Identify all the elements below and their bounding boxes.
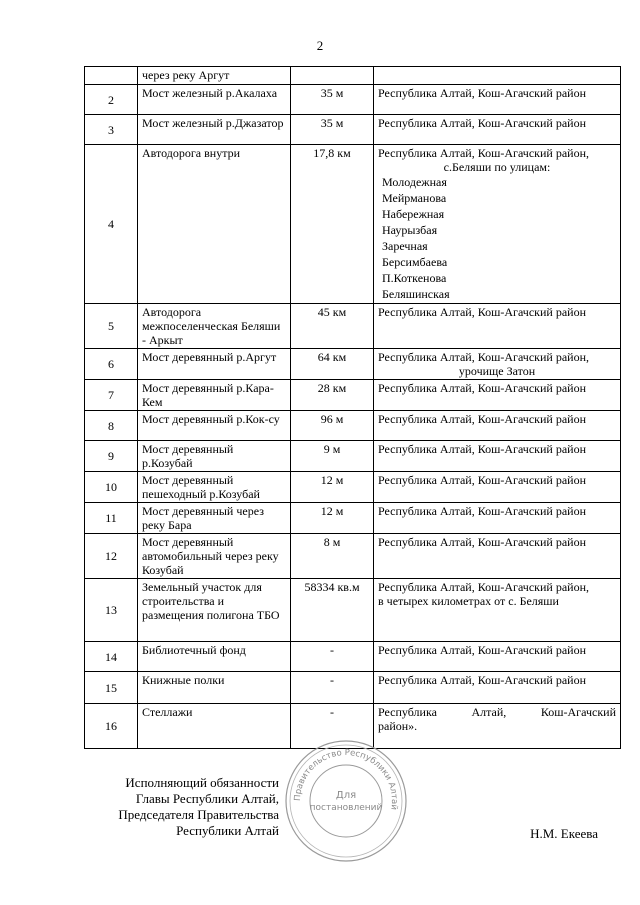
street-name: П.Коткенова	[382, 271, 447, 285]
row-number: 3	[85, 115, 138, 145]
table-row	[85, 441, 621, 472]
property-name: Библиотечный фонд	[138, 642, 291, 672]
property-size: 12 м	[291, 472, 374, 503]
row-number: 11	[85, 503, 138, 534]
row-number: 9	[85, 441, 138, 472]
property-size: 8 м	[291, 534, 374, 579]
table-row	[85, 85, 621, 115]
property-size: -	[291, 642, 374, 672]
signature-line-1: Исполняющий обязанности	[125, 775, 279, 790]
property-size: 17,8 км	[291, 145, 374, 304]
property-size: -	[291, 672, 374, 704]
location-line: Республика Алтай, Кош-Агачский район	[378, 412, 586, 426]
row-number	[85, 67, 138, 85]
property-location	[374, 672, 621, 704]
row-number: 6	[85, 349, 138, 380]
property-location	[374, 145, 621, 304]
location-line: Республика Алтай, Кош-Агачский район,	[378, 146, 589, 160]
location-line: Республика Алтай, Кош-Агачский район	[378, 86, 586, 100]
property-location	[374, 704, 621, 749]
location-line-2: район».	[378, 719, 418, 733]
row-number: 2	[85, 85, 138, 115]
location-line	[378, 705, 616, 719]
table-row	[85, 503, 621, 534]
signature-block	[84, 775, 279, 839]
row-number: 13	[85, 579, 138, 642]
property-size: 35 м	[291, 115, 374, 145]
row-number: 4	[85, 145, 138, 304]
property-size: 58334 кв.м	[291, 579, 374, 642]
property-name: через реку Аргут	[138, 67, 291, 85]
property-size: 64 км	[291, 349, 374, 380]
property-size: 28 км	[291, 380, 374, 411]
property-location	[374, 411, 621, 441]
table-row	[85, 380, 621, 411]
street-name: Набережная	[382, 207, 445, 221]
property-size: 45 км	[291, 304, 374, 349]
property-size	[291, 67, 374, 85]
property-location	[374, 85, 621, 115]
property-size: 9 м	[291, 441, 374, 472]
property-location	[374, 534, 621, 579]
signature-line-2: Главы Республики Алтай,	[135, 791, 279, 806]
table-row	[85, 534, 621, 579]
street-name: Наурызбая	[382, 223, 438, 237]
location-line: Республика Алтай, Кош-Агачский район,	[378, 580, 589, 594]
property-location	[374, 472, 621, 503]
location-line: Республика Алтай, Кош-Агачский район	[378, 535, 586, 549]
row-number: 8	[85, 411, 138, 441]
table-row	[85, 304, 621, 349]
page-number: 2	[316, 38, 324, 53]
property-size: 96 м	[291, 411, 374, 441]
property-location	[374, 441, 621, 472]
table-row	[85, 672, 621, 704]
property-location	[374, 380, 621, 411]
street-name: Заречная	[382, 239, 428, 253]
official-seal	[283, 738, 409, 864]
table-row	[85, 67, 621, 85]
location-line-2: урочище Затон	[458, 364, 536, 378]
property-name: Земельный участок для строительства и размещения полигона ТБО	[138, 579, 291, 642]
row-number: 12	[85, 534, 138, 579]
signature-line-4: Республики Алтай	[176, 823, 279, 838]
location-line: Республика Алтай, Кош-Агачский район	[378, 305, 586, 319]
location-line: Республика Алтай, Кош-Агачский район	[378, 643, 586, 657]
property-location	[374, 349, 621, 380]
property-name: Мост железный р.Акалаха	[138, 85, 291, 115]
svg-text:Для: Для	[335, 790, 357, 801]
location-line: Республика Алтай, Кош-Агачский район	[378, 504, 586, 518]
property-table	[84, 66, 621, 749]
table-row	[85, 579, 621, 642]
row-number: 16	[85, 704, 138, 749]
location-line: Республика Алтай, Кош-Агачский район	[378, 673, 586, 687]
street-name: Мейрманова	[382, 191, 447, 205]
property-location	[374, 304, 621, 349]
location-word: Кош-Агачский	[540, 705, 616, 719]
property-name: Мост деревянный через реку Бара	[138, 503, 291, 534]
property-name: Книжные полки	[138, 672, 291, 704]
location-line: Республика Алтай, Кош-Агачский район	[378, 116, 586, 130]
property-location	[374, 503, 621, 534]
table-row	[85, 411, 621, 441]
property-location	[374, 579, 621, 642]
property-name: Мост деревянный р.Кок-су	[138, 411, 291, 441]
signature-line-3: Председателя Правительства	[118, 807, 279, 822]
signatory-name: Н.М. Екеева	[530, 826, 598, 841]
street-name: Молодежная	[382, 175, 447, 189]
table-row	[85, 472, 621, 503]
location-line-2: с.Беляши по улицам:	[443, 160, 551, 174]
location-line: Республика Алтай, Кош-Агачский район	[378, 442, 586, 456]
svg-text:Правительство Республики Алтай: Правительство Республики Алтай	[292, 747, 400, 811]
row-number: 7	[85, 380, 138, 411]
property-name: Мост деревянный р.Аргут	[138, 349, 291, 380]
row-number: 14	[85, 642, 138, 672]
row-number: 15	[85, 672, 138, 704]
property-name: Мост деревянный автомобильный через реку Козубай	[138, 534, 291, 579]
property-size: -	[291, 704, 374, 749]
street-name: Берсимбаева	[382, 255, 448, 269]
property-location	[374, 67, 621, 85]
property-size: 12 м	[291, 503, 374, 534]
table-row	[85, 145, 621, 304]
property-location	[374, 115, 621, 145]
property-name: Автодорога внутри	[138, 145, 291, 304]
property-location	[374, 642, 621, 672]
row-number: 10	[85, 472, 138, 503]
location-word: Алтай,	[471, 705, 507, 719]
property-name: Мост железный р.Джазатор	[138, 115, 291, 145]
location-line: Республика Алтай, Кош-Агачский район	[378, 381, 586, 395]
street-list	[378, 174, 616, 302]
table-row	[85, 115, 621, 145]
property-name: Стеллажи	[138, 704, 291, 749]
street-name: Беляшинская	[382, 287, 450, 301]
property-name: Мост деревянный пешеходный р.Козубай	[138, 472, 291, 503]
location-word: Республика	[378, 705, 437, 719]
location-line: Республика Алтай, Кош-Агачский район,	[378, 350, 589, 364]
table-row	[85, 349, 621, 380]
property-size: 35 м	[291, 85, 374, 115]
location-line-2: в четырех километрах от с. Беляши	[378, 594, 559, 608]
svg-text:постановлений: постановлений	[309, 803, 383, 813]
table-row	[85, 642, 621, 672]
row-number: 5	[85, 304, 138, 349]
location-line: Республика Алтай, Кош-Агачский район	[378, 473, 586, 487]
property-name: Мост деревянный р.Кара-Кем	[138, 380, 291, 411]
property-name: Мост деревянный р.Козубай	[138, 441, 291, 472]
property-name: Автодорога межпоселенческая Беляши - Аркыт	[138, 304, 291, 349]
